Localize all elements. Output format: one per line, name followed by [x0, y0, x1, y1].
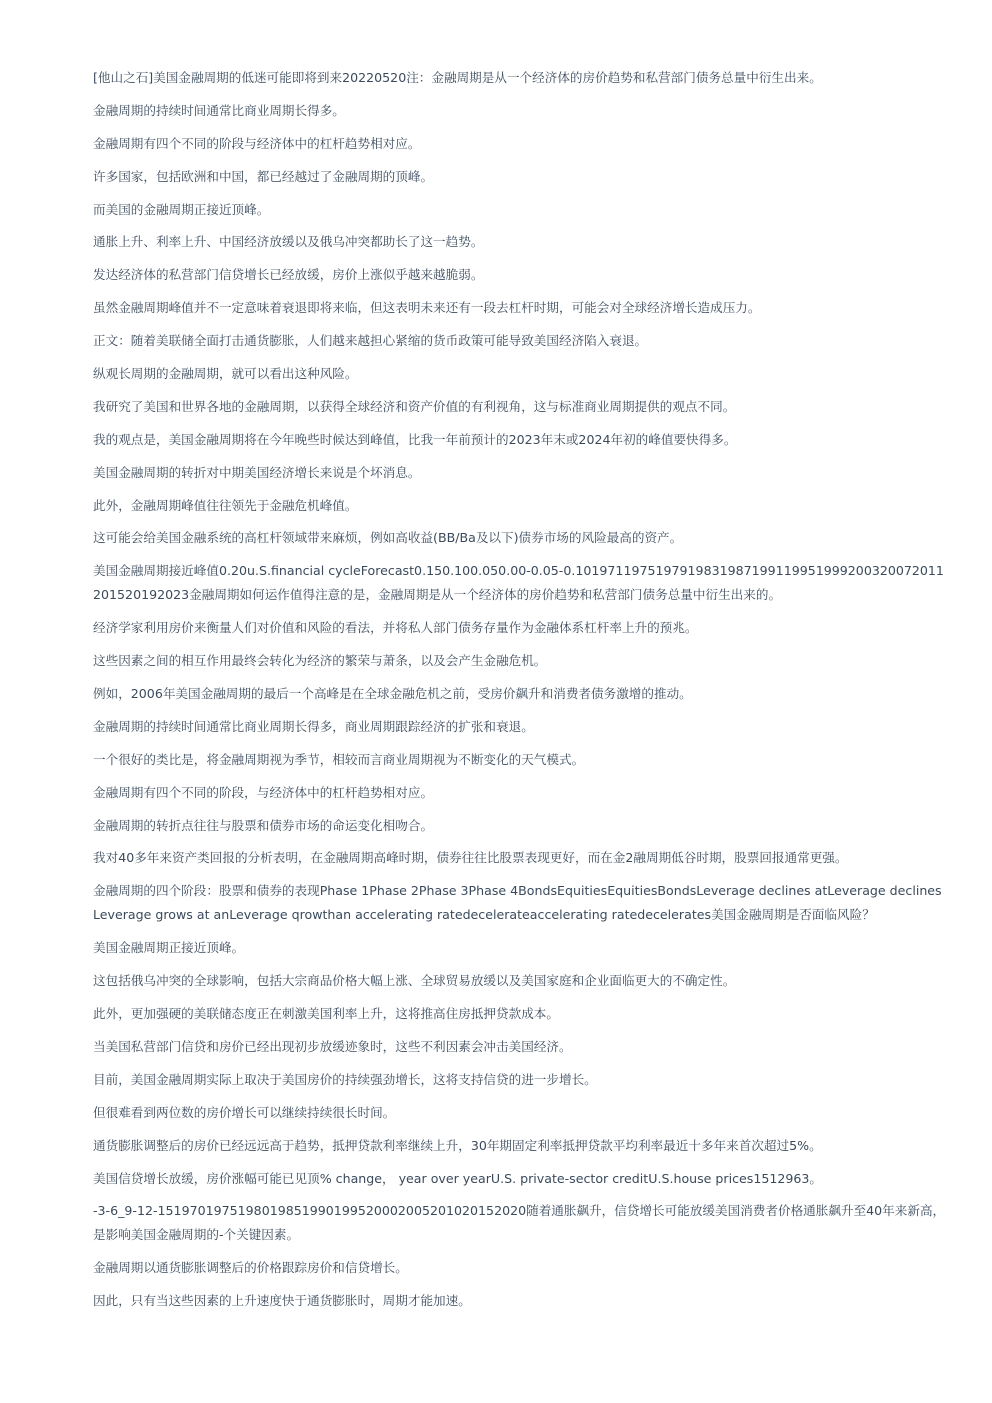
paragraph: 这可能会给美国金融系统的高杠杆领域带来麻烦，例如高收益(BB/Ba及以下)债券市场的风险最高的资产。: [93, 530, 683, 546]
paragraph: 例如，2006年美国金融周期的最后一个高峰是在全球金融危机之前，受房价飙升和消费者债务激增的推动。: [93, 686, 692, 702]
paragraph: 通胀上升、利率上升、中国经济放缓以及俄乌冲突都助长了这一趋势。: [93, 234, 484, 250]
paragraph: 金融周期的四个阶段：股票和债券的表现Phase 1Phase 2Phase 3Phase 4BondsEquitiesEquitiesBondsLeverage declines atLeverage declinesLeverage grows at anLeverage qrowthan accelerating ratedeceleratеaccelerating ratedecelerates美国金融周期是否面临风险？: [93, 883, 942, 923]
paragraph: 而美国的金融周期正接近顶峰。: [93, 201, 270, 217]
paragraph: 通货膨胀调整后的房价已经远远高于趋势，抵押贷款利率继续上升，30年期固定利率抵押贷款平均利率最近十多年来首次超过5%。: [93, 1137, 822, 1153]
paragraph: 金融周期的持续时间通常比商业周期长得多，商业周期跟踪经济的扩张和衰退。: [93, 718, 534, 734]
paragraph: 目前，美国金融周期实际上取决于美国房价的持续强劲增长，这将支持信贷的进一步增长。: [93, 1071, 597, 1087]
document-body: [93, 66, 948, 1322]
paragraph: 美国金融周期的转折对中期美国经济增长来说是个坏消息。: [93, 464, 421, 480]
paragraph: 因此，只有当这些因素的上升速度快于通货膨胀时，周期才能加速。: [93, 1293, 471, 1309]
paragraph: 当美国私营部门信贷和房价已经出现初步放缓迹象时，这些不利因素会冲击美国经济。: [93, 1038, 572, 1054]
paragraph: 经济学家利用房价来衡量人们对价值和风险的看法，并将私人部门债务存量作为金融体系杠杆率上升的预兆。: [93, 620, 698, 636]
paragraph: 纵观长周期的金融周期，就可以看出这种风险。: [93, 366, 358, 382]
paragraph: 金融周期的转折点往往与股票和债券市场的命运变化相吻合。: [93, 817, 434, 833]
paragraph: 一个很好的类比是，将金融周期视为季节，相较而言商业周期视为不断变化的天气模式。: [93, 751, 585, 767]
paragraph: 这些因素之间的相互作用最终会转化为经济的繁荣与萧条，以及会产生金融危机。: [93, 653, 547, 669]
paragraph: [他山之石]美国金融周期的低迷可能即将到来20220520注：金融周期是从一个经济体的房价趋势和私营部门债务总量中衍生出来。: [93, 70, 822, 85]
paragraph: -3-6_9-12-1519701975198019851990199520002005201020152020随着通胀飙升，信贷增长可能放缓美国消费者价格通胀飙升至40年来新高，是影响美国金融周期的-个关键因素。: [93, 1203, 946, 1243]
paragraph: 金融周期的持续时间通常比商业周期长得多。: [93, 102, 345, 118]
paragraph: 此外，更加强硬的美联储态度正在刺激美国利率上升，这将推高住房抵押贷款成本。: [93, 1006, 559, 1022]
paragraph: 这包括俄乌冲突的全球影响，包括大宗商品价格大幅上涨、全球贸易放缓以及美国家庭和企业面临更大的不确定性。: [93, 973, 736, 989]
paragraph: 虽然金融周期峰值并不一定意味着衰退即将来临，但这表明未来还有一段去杠杆时期，可能会对全球经济增长造成压力。: [93, 300, 761, 316]
paragraph: 金融周期以通货膨胀调整后的价格跟踪房价和信贷增长。: [93, 1260, 408, 1276]
paragraph: 美国金融周期正接近顶峰。: [93, 940, 245, 956]
paragraph: 此外，金融周期峰值往往领先于金融危机峰值。: [93, 497, 358, 513]
paragraph: 我的观点是，美国金融周期将在今年晚些时候达到峰值，比我一年前预计的2023年末或2024年初的峰值要快得多。: [93, 431, 737, 447]
paragraph: 许多国家，包括欧洲和中国，都已经越过了金融周期的顶峰。: [93, 168, 434, 184]
paragraph: 正文：随着美联储全面打击通货膨胀，人们越来越担心紧缩的货币政策可能导致美国经济陷入衰退。: [93, 333, 648, 349]
paragraph: 发达经济体的私营部门信贷增长已经放缓，房价上涨似乎越来越脆弱。: [93, 267, 484, 283]
paragraph: 美国金融周期接近峰值0.20u.S.financial cycleForecast0.150.100.050.00-0.05-0.1019711975197919831987199119951999200320072011201520192023金融周期如何运作值得注意的是，金融周期是从一个经济体的房价趋势和私营部门债务总量中衍生出来的。: [93, 563, 944, 603]
paragraph: 我对40多年来资产类回报的分析表明，在金融周期高峰时期，债券往往比股票表现更好，而在金2融周期低谷时期，股票回报通常更强。: [93, 850, 848, 866]
paragraph: 但很难看到两位数的房价增长可以继续持续很长时间。: [93, 1104, 396, 1120]
paragraph: 美国信贷增长放缓，房价涨幅可能已见顶% change， year over yearU.S. private-sector creditU.S.house prices1512963。: [93, 1170, 823, 1186]
paragraph: 金融周期有四个不同的阶段与经济体中的杠杆趋势相对应。: [93, 135, 421, 151]
paragraph: 我研究了美国和世界各地的金融周期，以获得全球经济和资产价值的有利视角，这与标准商业周期提供的观点不同。: [93, 398, 736, 414]
paragraph: 金融周期有四个不同的阶段，与经济体中的杠杆趋势相对应。: [93, 784, 434, 800]
